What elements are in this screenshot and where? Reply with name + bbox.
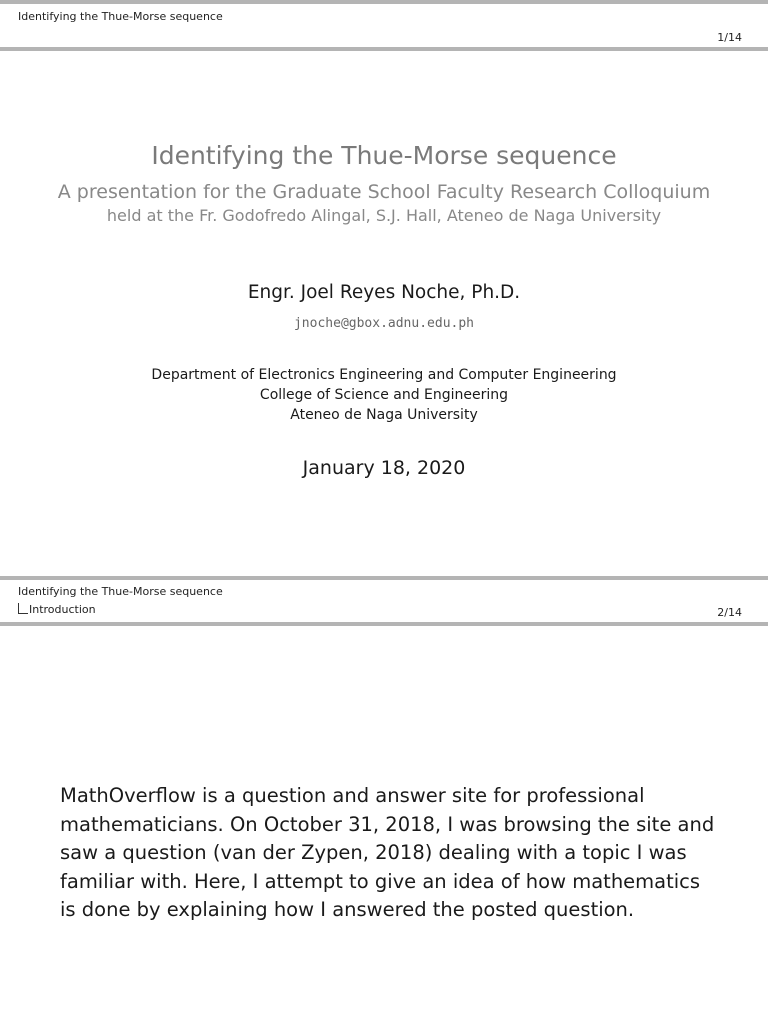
paragraph-line: is done by explaining how I answered the posted question.	[60, 898, 635, 922]
paragraph-line: saw a question (van der Zypen, 2018) dealing with a topic I was	[60, 841, 687, 865]
intro-paragraph	[60, 782, 730, 925]
institute-department: Department of Electronics Engineering and Computer Engineering	[151, 367, 617, 383]
header-presentation-title: Identifying the Thue-Morse sequence	[18, 585, 223, 598]
header-rule-bottom	[0, 622, 768, 626]
tree-branch-icon	[18, 603, 28, 614]
header-rule-bottom	[0, 47, 768, 51]
author-email: jnoche@gbox.adnu.edu.ph	[293, 316, 474, 331]
presentation-date: January 18, 2020	[302, 457, 466, 479]
slide-2	[0, 576, 768, 1024]
slide-subtitle: A presentation for the Graduate School Faculty Research Colloquium	[57, 181, 711, 203]
slide-subtitle-venue: held at the Fr. Godofredo Alingal, S.J. Hall, Ateneo de Naga University	[106, 206, 662, 225]
institute-college: College of Science and Engineering	[259, 387, 509, 403]
header-presentation-title: Identifying the Thue-Morse sequence	[18, 10, 223, 23]
paragraph-line: MathOverflow is a question and answer site for professional	[60, 784, 645, 807]
slide-title: Identifying the Thue-Morse sequence	[151, 141, 617, 170]
page-number: 2/14	[717, 606, 742, 619]
institute-university: Ateneo de Naga University	[290, 407, 478, 423]
page-number: 1/14	[717, 31, 742, 44]
breadcrumb	[18, 603, 96, 616]
header-rule-top	[0, 576, 768, 580]
section-label: Introduction	[29, 603, 96, 616]
paragraph-line: mathematicians. On October 31, 2018, I was browsing the site and	[60, 812, 715, 836]
paragraph-line: familiar with. Here, I attempt to give an idea of how mathematics	[60, 869, 701, 893]
header-rule-top	[0, 0, 768, 4]
author-name: Engr. Joel Reyes Noche, Ph.D.	[247, 282, 521, 303]
